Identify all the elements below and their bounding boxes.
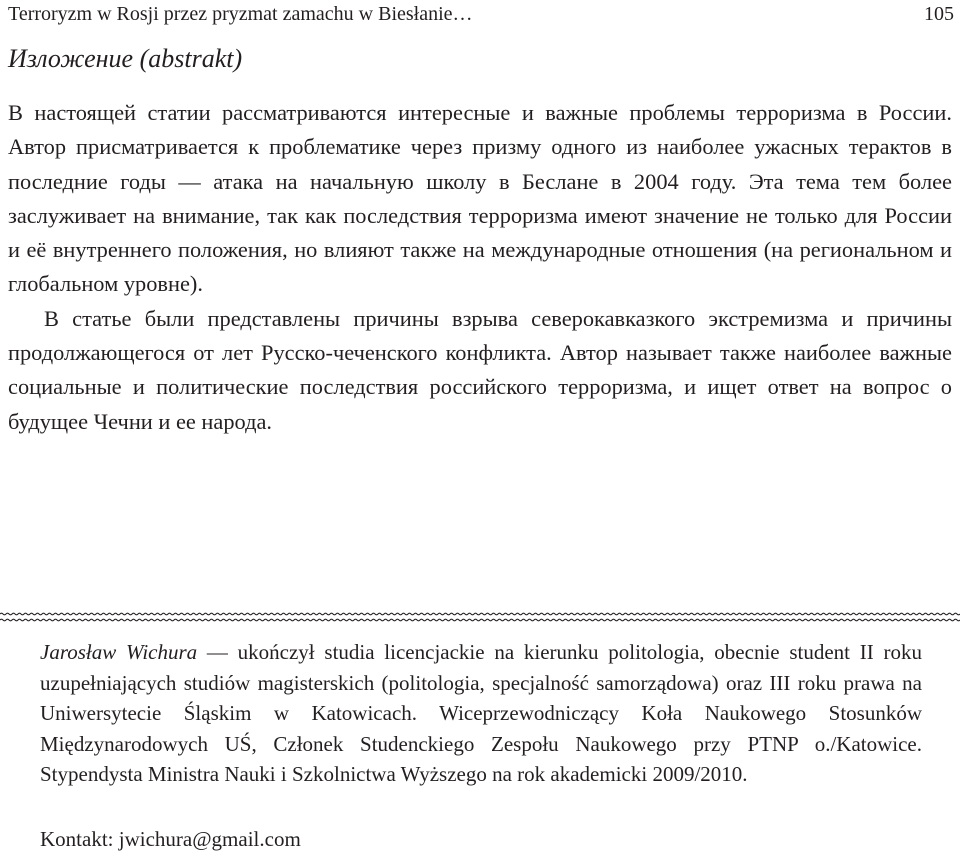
author-name: Jarosław Wichura <box>40 640 198 664</box>
abstract-paragraph-2: В статье были представлены причины взрыва северокавказкого экстремизма и причины продолжающегося от лет Русско-чеченского конфликта. Автор называет также наиболее важные социальные и политические последствия российского терроризма, и ищет ответ на вопрос о будущее Чечни и ее народа. <box>8 305 952 434</box>
author-bio <box>40 637 922 790</box>
author-contact: Kontakt: jwichura@gmail.com <box>40 827 301 851</box>
running-head-title: Terroryzm w Rosji przez pryzmat zamachu w Biesłanie… <box>8 3 473 25</box>
page-number: 105 <box>924 3 954 25</box>
abstract-heading: Изложение (abstrakt) <box>8 44 243 73</box>
author-bio-text: — ukończył studia licencjackie na kierunku politologia, obecnie student II roku uzupełniających studiów magisterskich (politologia, specjalność samorządowa) oraz III roku prawa na Uniwersytecie Śląskim w Katowicach. Wiceprzewodniczący Koła Naukowego Stosunków Międzynarodowych UŚ, Członek Studenckiego Zespołu Naukowego przy PTNP o./Katowice. Stypendysta Ministra Nauki i Szkolnictwa Wyższego na rok akademicki 2009/2010. <box>40 640 923 786</box>
author-bio-paragraph <box>40 637 922 790</box>
running-head <box>8 0 954 28</box>
abstract-body <box>8 96 952 439</box>
abstract-paragraph-1: В настоящей статии рассматриваются интересные и важные проблемы терроризма в России. Автор присматривается к проблематике через призму одного из наиболее ужасных терактов в последние годы — атака на начальную школу в Беслане в 2004 году. Эта тема тем более заслуживает на внимание, так как последствия терроризма имеют значение не только для России и её внутреннего положения, но влияют также на международные отношения (на региональном и глобальном уровне). <box>8 100 952 297</box>
wavy-separator <box>0 610 960 624</box>
